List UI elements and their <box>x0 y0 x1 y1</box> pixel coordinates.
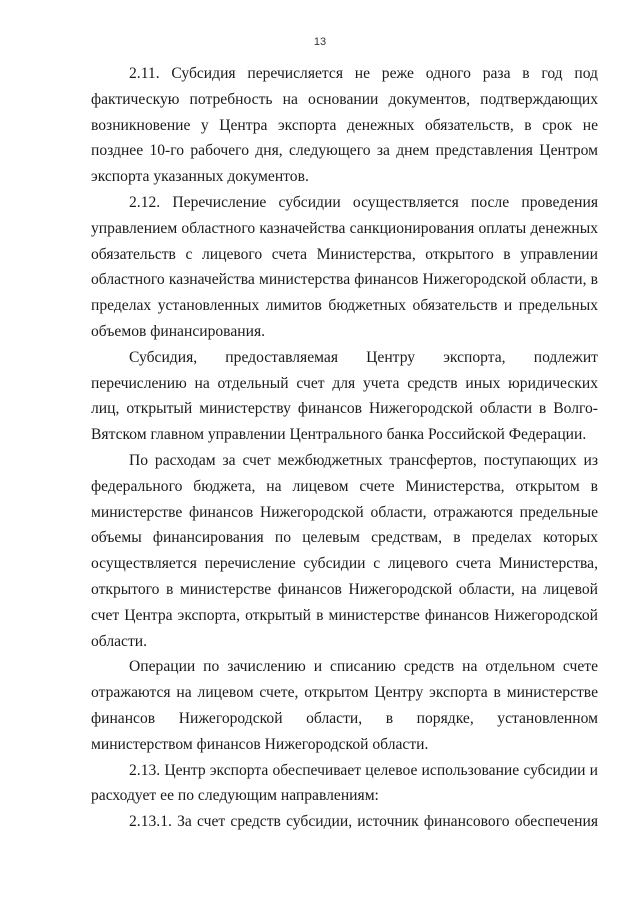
page-number: 13 <box>313 36 327 48</box>
paragraph-2-11: 2.11. Субсидия перечисляется не реже одного раза в год под фактическую потребность на основании документов, подтверждающих возникновение у Центра экспорта денежных обязательств, в срок не позднее 10-го рабочего дня, следующего за днем представления Центром экспорта указанных документов. <box>91 65 598 186</box>
paragraph-2-12: 2.12. Перечисление субсидии осуществляется после проведения управлением областного казначейства санкционирования оплаты денежных обязательств с лицевого счета Министерства, открытого в управлении областного казначейства министерства финансов Нижегородской области, в пределах установленных лимитов бюджетных обязательств и предельных объемов финансирования. <box>91 193 598 340</box>
paragraph-2-13-1: 2.13.1. За счет средств субсидии, источник финансового обеспечения <box>129 813 598 831</box>
document-body <box>91 61 598 835</box>
paragraph-subsidy-transfer: Субсидия, предоставляемая Центру экспорта, подлежит перечислению на отдельный счет для учета средств иных юридических лиц, открытый министерству финансов Нижегородской области в Волго-Вятском главном управлении Центрального банка Российской Федерации. <box>91 348 598 444</box>
paragraph-2-13: 2.13. Центр экспорта обеспечивает целевое использование субсидии и расходует ее по следующим направлениям: <box>91 761 598 805</box>
paragraph-interbudget-transfers: По расходам за счет межбюджетных трансфертов, поступающих из федерального бюджета, на лицевом счете Министерства, открытом в министерстве финансов Нижегородской области, отражаются предельные объемы финансирования по целевым средствам, в пределах которых осуществляется перечисление субсидии с лицевого счета Министерства, открытого в министерстве финансов Нижегородской области, на лицевой счет Центра экспорта, открытый в министерстве финансов Нижегородской области. <box>91 451 598 650</box>
paragraph-account-operations: Операции по зачислению и списанию средств на отдельном счете отражаются на лицевом счете, открытом Центру экспорта в министерстве финансов Нижегородской области, в порядке, установленном министерством финансов Нижегородской области. <box>91 658 598 753</box>
